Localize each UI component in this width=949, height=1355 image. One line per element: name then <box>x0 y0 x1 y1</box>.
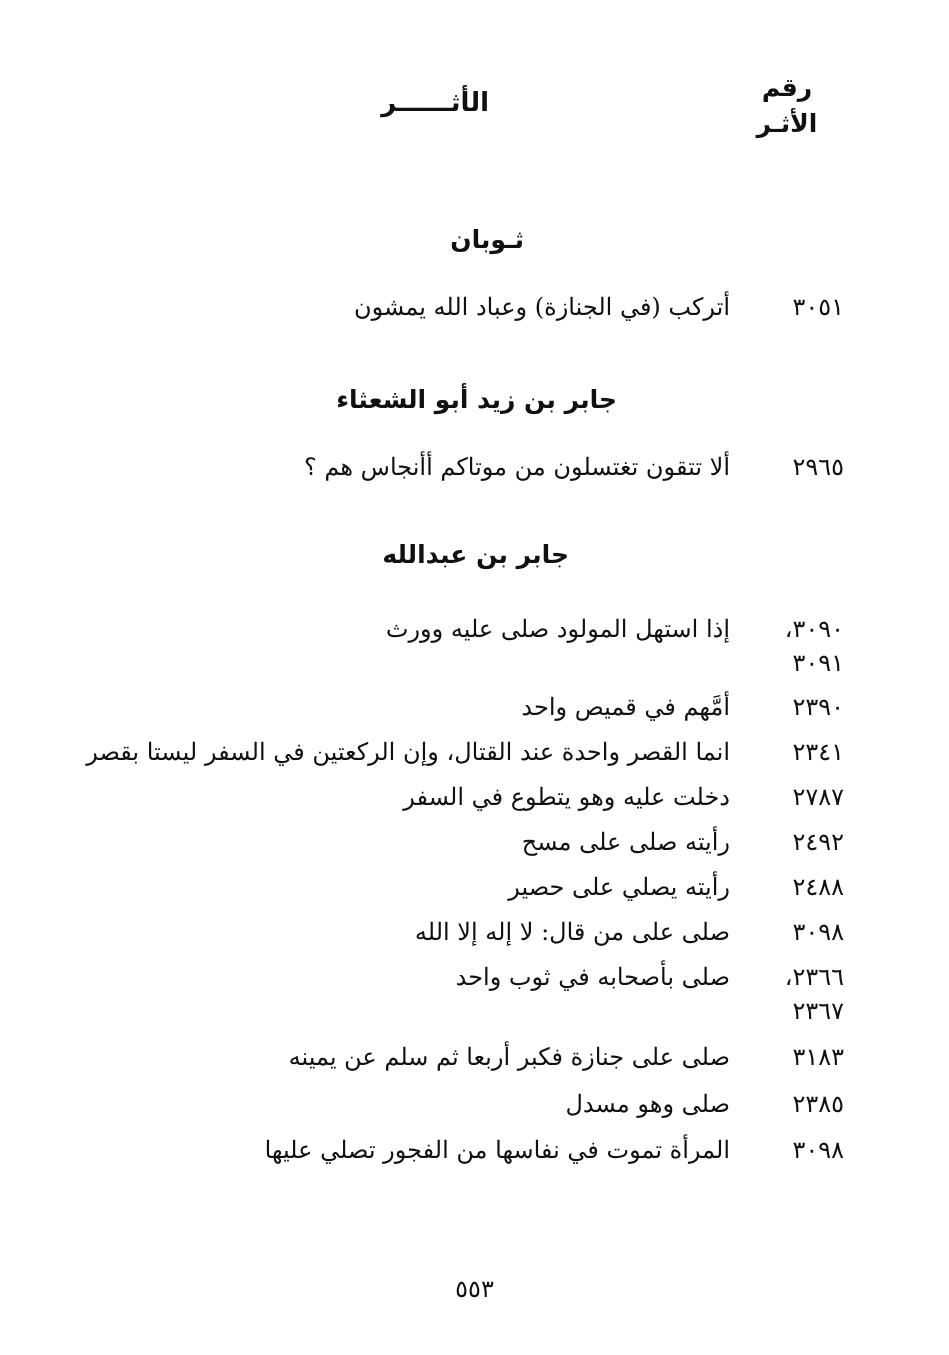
entry-number: ٢٩٦٥ <box>792 453 844 481</box>
entry-text: دخلت عليه وهو يتطوع في السفر <box>403 783 730 811</box>
entry-number <box>770 960 844 1028</box>
entry-text: ألا تتقون تغتسلون من موتاكم أأنجاس هم ؟ <box>304 453 730 481</box>
list-item <box>565 1087 844 1121</box>
list-item <box>304 450 844 484</box>
entry-number: ٣٠٥١ <box>792 293 844 321</box>
entry-number-line2: ٢٣٦٧ <box>792 997 844 1025</box>
entry-text: صلى بأصحابه في ثوب واحد <box>455 963 730 991</box>
entry-text: صلى وهو مسدل <box>565 1090 730 1118</box>
section-title: جابر بن عبدالله <box>382 540 569 569</box>
entry-number-line1: ٢٣٦٦، <box>784 963 844 991</box>
column-header-text: الأثــــــر <box>381 88 489 118</box>
entry-text: رأيته يصلي على حصير <box>508 873 730 901</box>
entry-number: ٢٤٨٨ <box>792 873 844 901</box>
page-number: ٥٥٣ <box>455 1275 494 1303</box>
list-item <box>522 825 844 859</box>
entry-number: ٢٣٤١ <box>792 738 844 766</box>
entry-number: ٣٠٩٨ <box>792 918 844 946</box>
entry-number: ٣٠٩٨ <box>792 1136 844 1164</box>
column-header-number-line1: رقم <box>761 73 813 102</box>
entry-number: ٣١٨٣ <box>792 1043 844 1071</box>
list-item <box>354 290 844 324</box>
list-item <box>521 690 844 724</box>
entry-text: رأيته صلى على مسح <box>521 828 730 856</box>
list-item <box>415 915 844 949</box>
column-header-number <box>747 70 827 142</box>
list-item <box>289 1040 844 1074</box>
entry-text: أمَّهم في قميص واحد <box>521 693 730 721</box>
list-item <box>403 780 844 814</box>
column-header-number-line2: الأثـر <box>756 109 818 138</box>
list-item <box>386 612 844 680</box>
entry-number <box>770 612 844 680</box>
entry-text: انما القصر واحدة عند القتال، وإن الركعتين في السفر ليستا بقصر <box>86 738 730 766</box>
entry-number: ٢٧٨٧ <box>792 783 844 811</box>
entry-text: المرأة تموت في نفاسها من الفجور تصلي عليها <box>264 1136 730 1164</box>
entry-number-line1: ٣٠٩٠، <box>784 615 844 643</box>
list-item <box>456 960 844 1028</box>
entry-text: صلى على من قال: لا إله إلا الله <box>414 918 730 946</box>
list-item <box>86 735 844 769</box>
list-item <box>265 1133 844 1167</box>
list-item <box>508 870 844 904</box>
entry-number: ٢٣٩٠ <box>792 693 844 721</box>
entry-text: إذا استهل المولود صلى عليه وورث <box>385 615 730 643</box>
section-title: جابر بن زيد أبو الشعثاء <box>336 385 617 414</box>
entry-number-line2: ٣٠٩١ <box>792 649 844 677</box>
entry-number: ٢٤٩٢ <box>792 828 844 856</box>
entry-number: ٢٣٨٥ <box>792 1090 844 1118</box>
entry-text: أتركب (في الجنازة) وعباد الله يمشون <box>353 293 730 321</box>
entry-text: صلى على جنازة فكبر أربعا ثم سلم عن يمينه <box>288 1043 730 1071</box>
section-title: ثـوبان <box>450 225 524 254</box>
